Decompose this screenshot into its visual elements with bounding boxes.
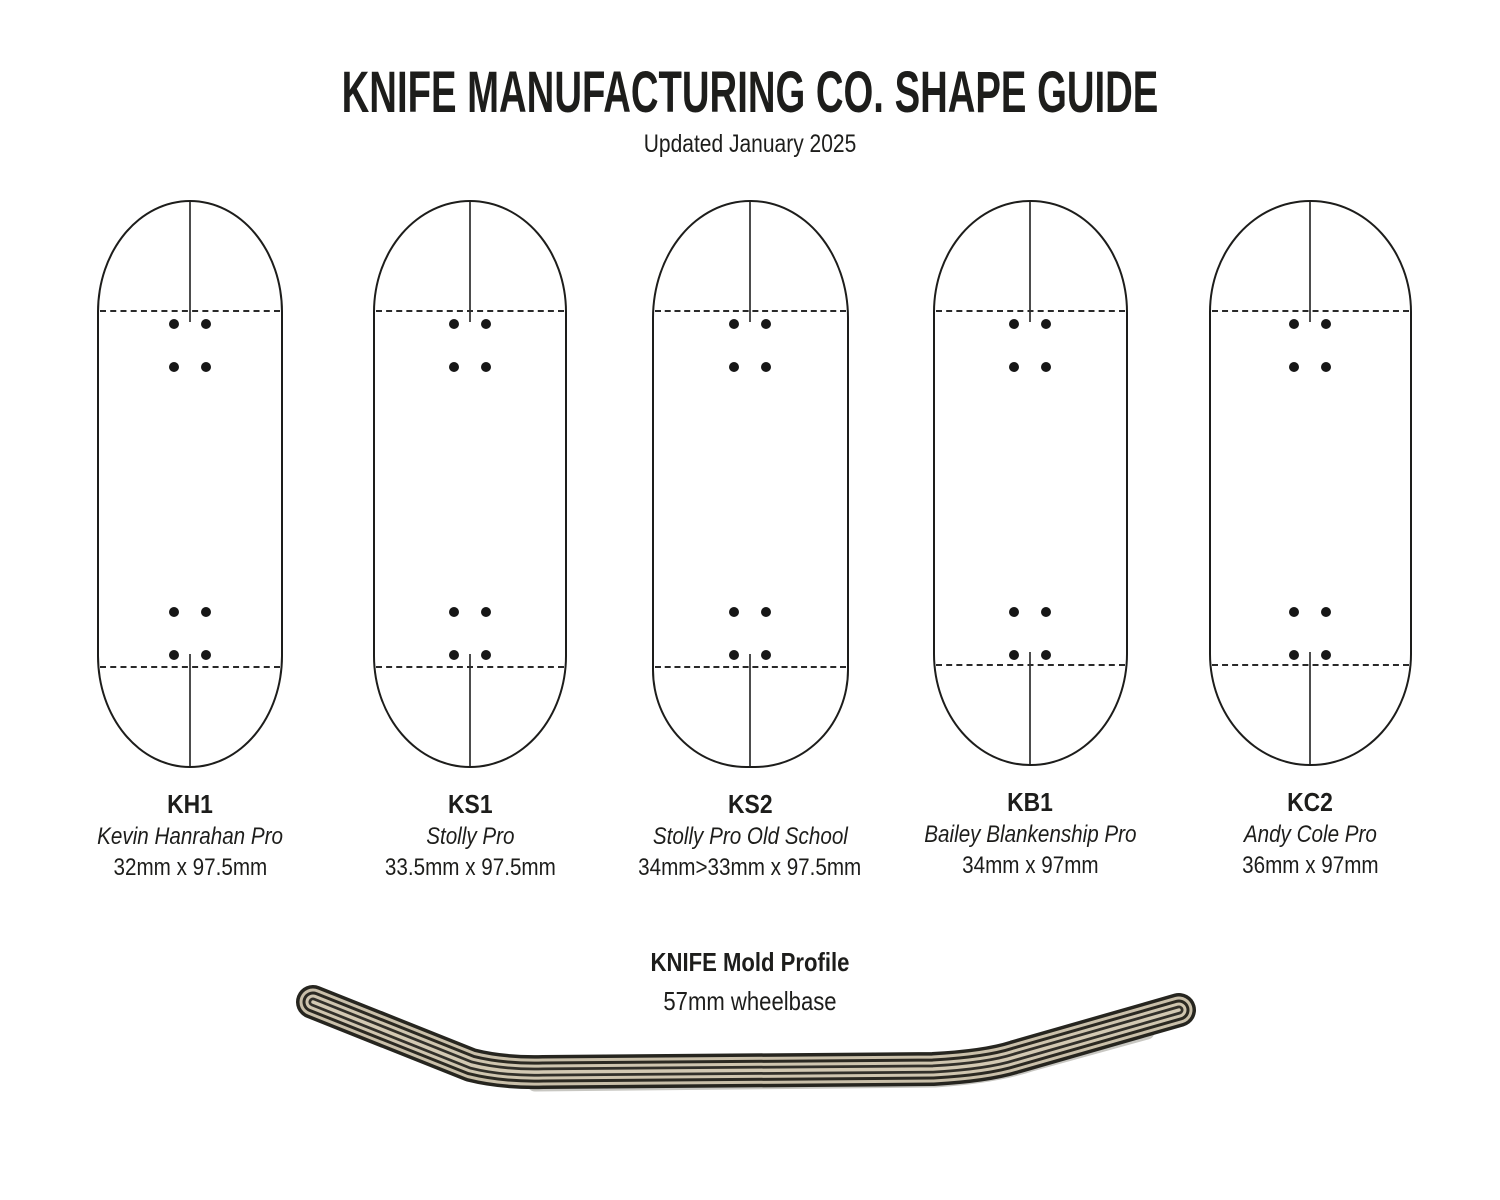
truck-holes-top bbox=[449, 319, 491, 372]
header bbox=[0, 0, 1500, 157]
deck-dimensions: 32mm x 97.5mm bbox=[113, 854, 267, 882]
truck-dashed-line-top bbox=[936, 310, 1125, 312]
truck-dashed-line-bottom bbox=[936, 664, 1125, 666]
truck-dashed-line-top bbox=[100, 310, 280, 312]
deck-pro-name: Stolly Pro Old School bbox=[652, 822, 848, 850]
deck-outline-kc2 bbox=[1209, 200, 1412, 766]
mold-profile-title: KNIFE Mold Profile bbox=[650, 947, 850, 977]
truck-holes-bottom bbox=[1009, 607, 1051, 660]
truck-dashed-line-top bbox=[1212, 310, 1409, 312]
truck-holes-top bbox=[169, 319, 211, 372]
center-line-top bbox=[749, 202, 751, 322]
truck-holes-bottom bbox=[449, 607, 491, 660]
center-line-bottom bbox=[189, 654, 191, 766]
deck-dimensions: 33.5mm x 97.5mm bbox=[384, 854, 556, 882]
mold-wheelbase-label: 57mm wheelbase bbox=[663, 985, 837, 1016]
deck-code: KS1 bbox=[447, 789, 493, 819]
deck-column-kb1 bbox=[890, 200, 1170, 882]
deck-column-ks1 bbox=[330, 200, 610, 882]
center-line-top bbox=[189, 202, 191, 322]
deck-pro-name: Andy Cole Pro bbox=[1243, 820, 1377, 848]
deck-code: KS2 bbox=[727, 789, 773, 819]
truck-dashed-line-bottom bbox=[376, 666, 564, 668]
truck-holes-top bbox=[1009, 319, 1051, 372]
deck-outline-ks2 bbox=[652, 200, 849, 768]
deck-pro-name: Bailey Blankenship Pro bbox=[923, 820, 1137, 848]
truck-dashed-line-bottom bbox=[655, 666, 846, 668]
deck-row bbox=[50, 200, 1450, 882]
center-line-bottom bbox=[469, 654, 471, 766]
center-line-bottom bbox=[749, 654, 751, 766]
deck-pro-name: Stolly Pro bbox=[425, 822, 515, 850]
deck-column-kc2 bbox=[1170, 200, 1450, 882]
deck-code: KH1 bbox=[167, 789, 213, 819]
truck-holes-bottom bbox=[169, 607, 211, 660]
deck-dimensions: 34mm x 97mm bbox=[961, 852, 1099, 880]
truck-holes-top bbox=[729, 319, 771, 372]
deck-dimensions: 34mm>33mm x 97.5mm bbox=[638, 854, 862, 882]
deck-code: KC2 bbox=[1287, 787, 1333, 817]
page-subtitle: Updated January 2025 bbox=[643, 130, 857, 158]
truck-dashed-line-top bbox=[376, 310, 564, 312]
deck-code: KB1 bbox=[1007, 787, 1053, 817]
page-title: KNIFE MANUFACTURING CO. SHAPE GUIDE bbox=[341, 60, 1159, 125]
truck-dashed-line-top bbox=[655, 310, 846, 312]
deck-dimensions: 36mm x 97mm bbox=[1241, 852, 1379, 880]
center-line-bottom bbox=[1029, 652, 1031, 764]
center-line-top bbox=[469, 202, 471, 322]
deck-outline-ks1 bbox=[373, 200, 567, 768]
deck-outline-kb1 bbox=[933, 200, 1128, 766]
mold-profile-section bbox=[0, 948, 1500, 1015]
truck-holes-bottom bbox=[729, 607, 771, 660]
deck-outline-kh1 bbox=[97, 200, 283, 768]
deck-pro-name: Kevin Hanrahan Pro bbox=[97, 822, 283, 850]
deck-column-ks2 bbox=[610, 200, 890, 882]
center-line-bottom bbox=[1309, 652, 1311, 764]
truck-holes-top bbox=[1289, 319, 1331, 372]
deck-column-kh1 bbox=[50, 200, 330, 882]
truck-dashed-line-bottom bbox=[100, 666, 280, 668]
truck-dashed-line-bottom bbox=[1212, 664, 1409, 666]
truck-holes-bottom bbox=[1289, 607, 1331, 660]
center-line-top bbox=[1029, 202, 1031, 322]
center-line-top bbox=[1309, 202, 1311, 322]
